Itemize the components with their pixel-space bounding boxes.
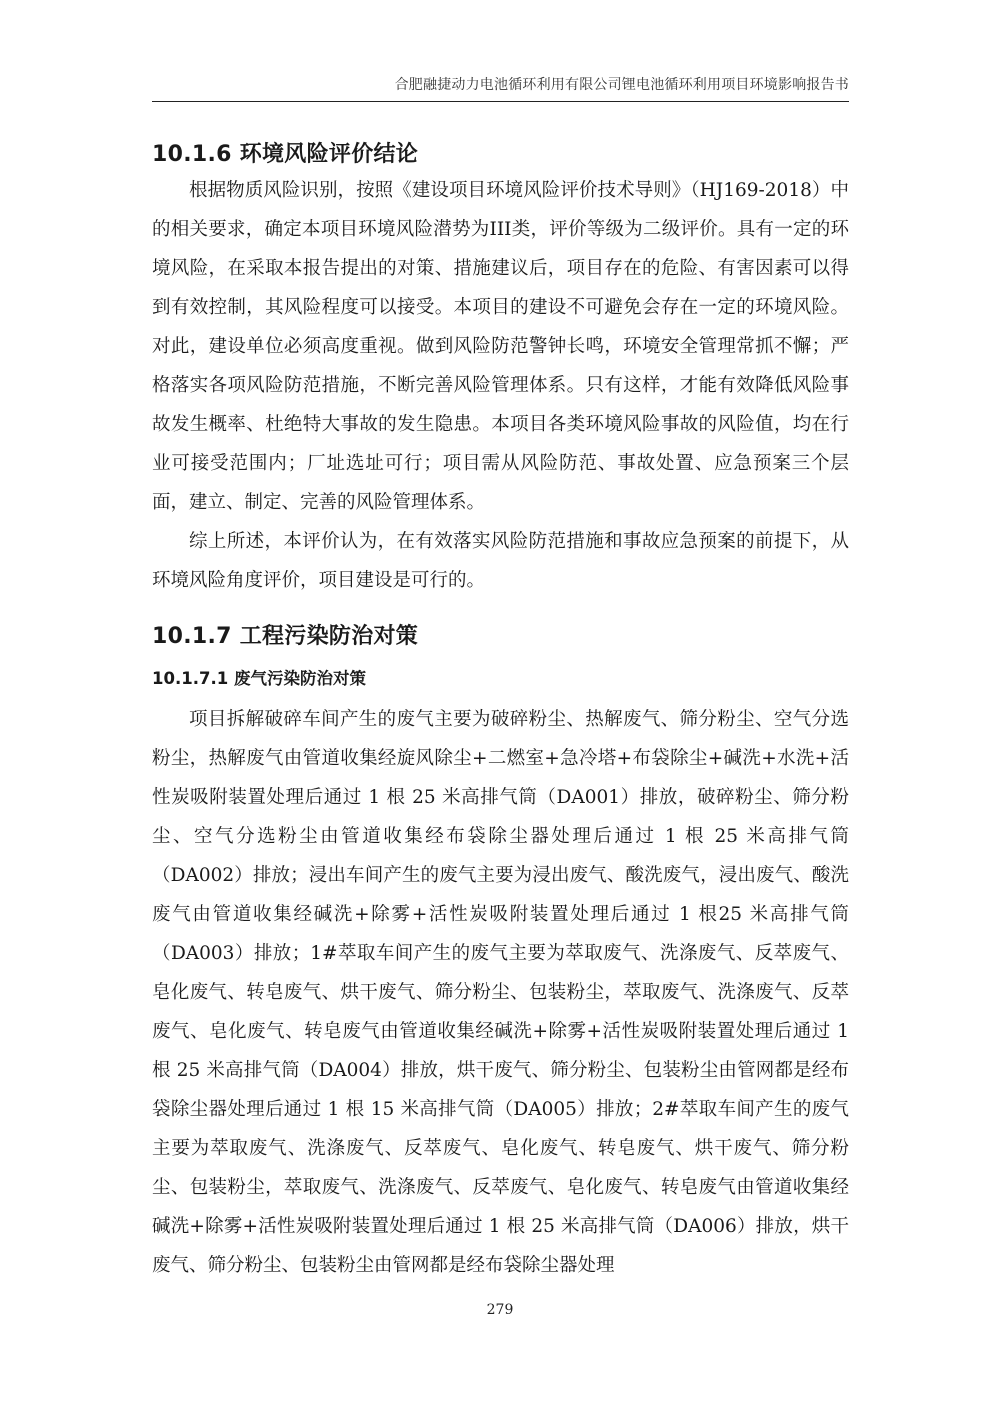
paragraph-risk-summary: 综上所述，本评价认为，在有效落实风险防范措施和事故应急预案的前提下，从环境风险角度评价，项目建设是可行的。 bbox=[152, 531, 849, 591]
page-number: 279 bbox=[486, 1302, 514, 1318]
section-heading-10-1-6: 10.1.6 环境风险评价结论 bbox=[152, 142, 419, 167]
section-heading-10-1-7: 10.1.7 工程污染防治对策 bbox=[152, 624, 419, 649]
subsection-heading-10-1-7-1: 10.1.7.1 废气污染防治对策 bbox=[152, 669, 366, 688]
paragraph-exhaust-gas-measures: 项目拆解破碎车间产生的废气主要为破碎粉尘、热解废气、筛分粉尘、空气分选粉尘，热解废气由管道收集经旋风除尘+二燃室+急冷塔+布袋除尘+碱洗+水洗+活性炭吸附装置处理后通过 1 根 25 米高排气筒（DA001）排放，破碎粉尘、筛分粉尘、空气分选粉尘由管道收集经布袋除尘器处理后通过 1 根 25 米高排气筒（DA002）排放；浸出车间产生的废气主要为浸出废气、酸洗废气，浸出废气、酸洗废气由管道收集经碱洗+除雾+活性炭吸附装置处理后通过 1 根25 米高排气筒（DA003）排放；1#萃取车间产生的废气主要为萃取废气、洗涤废气、反萃废气、皂化废气、转皂废气、烘干废气、筛分粉尘、包装粉尘，萃取废气、洗涤废气、反萃废气、皂化废气、转皂废气由管道收集经碱洗+除雾+活性炭吸附装置处理后通过 1 根 25 米高排气筒（DA004）排放，烘干废气、筛分粉尘、包装粉尘由管网都是经布袋除尘器处理后通过 1 根 15 米高排气筒（DA005）排放；2#萃取车间产生的废气主要为萃取废气、洗涤废气、反萃废气、皂化废气、转皂废气、烘干废气、筛分粉尘、包装粉尘，萃取废气、洗涤废气、反萃废气、皂化废气、转皂废气由管道收集经碱洗+除雾+活性炭吸附装置处理后通过 1 根 25 米高排气筒（DA006）排放，烘干废气、筛分粉尘、包装粉尘由管网都是经布袋除尘器处理 bbox=[152, 709, 849, 1276]
paragraph-risk-conclusion: 根据物质风险识别，按照《建设项目环境风险评价技术导则》（HJ169-2018）中的相关要求，确定本项目环境风险潜势为III类，评价等级为二级评价。具有一定的环境风险，在采取本报告提出的对策、措施建议后，项目存在的危险、有害因素可以得到有效控制，其风险程度可以接受。本项目的建设不可避免会存在一定的环境风险。对此，建设单位必须高度重视。做到风险防范警钟长鸣，环境安全管理常抓不懈；严格落实各项风险防范措施，不断完善风险管理体系。只有这样，才能有效降低风险事故发生概率、杜绝特大事故的发生隐患。本项目各类环境风险事故的风险值，均在行业可接受范围内；厂址选址可行；项目需从风险防范、事故处置、应急预案三个层面，建立、制定、完善的风险管理体系。 bbox=[152, 180, 849, 513]
header-divider bbox=[152, 101, 849, 102]
page-header: 合肥融捷动力电池循环利用有限公司锂电池循环利用项目环境影响报告书 bbox=[394, 77, 849, 93]
